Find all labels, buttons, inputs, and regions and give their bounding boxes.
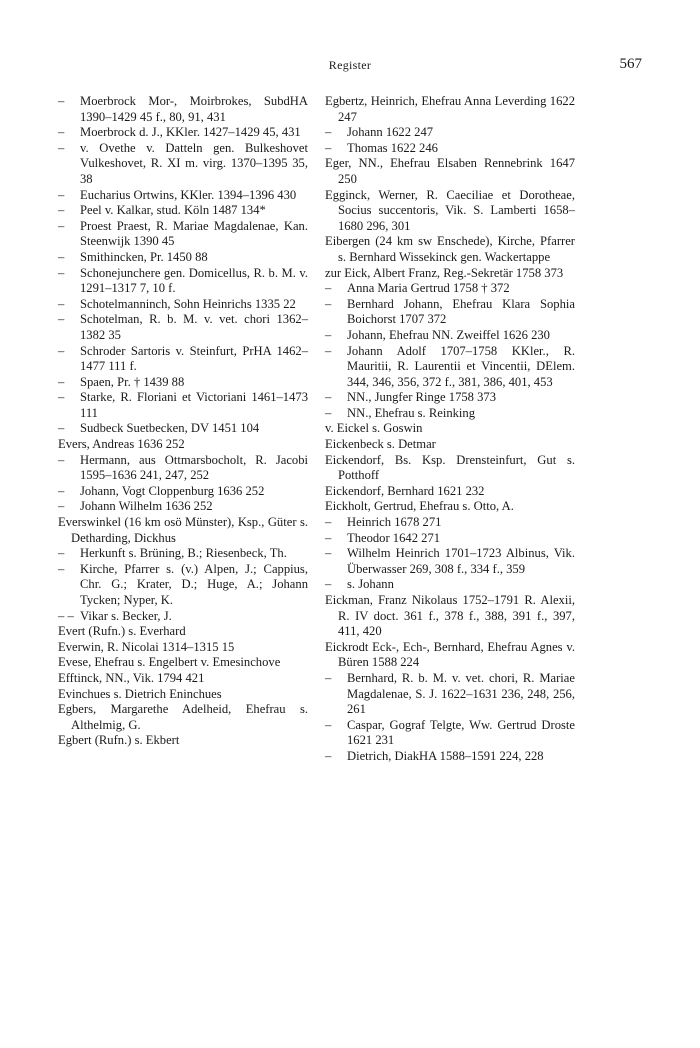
entry-dash: –	[58, 249, 65, 264]
entry-dash: –	[58, 218, 65, 233]
entry-dash: –	[325, 140, 332, 155]
register-entry	[58, 94, 308, 125]
entry-text: Johann, Vogt Cloppenburg 1636 252	[80, 483, 265, 498]
entry-dash: –	[58, 94, 65, 108]
register-entry	[58, 297, 308, 313]
register-entry	[58, 437, 308, 453]
entry-dash: –	[58, 374, 65, 389]
entry-dash: –	[58, 561, 65, 576]
entry-text: Egginck, Werner, R. Caeciliae et Dorotheae, Socius succentoris, Vik. S. Lamberti 1658–1680 296, 301	[325, 187, 575, 233]
register-entry	[58, 188, 308, 204]
register-entry	[325, 406, 575, 422]
header-title: Register	[328, 58, 372, 72]
entry-dash: –	[58, 390, 65, 405]
register-entry	[325, 718, 575, 749]
entry-text: Schonejunchere gen. Domicellus, R. b. M. v. 1291–1317 7, 10 f.	[80, 265, 308, 296]
entry-text: Schroder Sartoris v. Steinfurt, PrHA 1462–1477 111 f.	[80, 343, 308, 374]
register-entry	[325, 484, 575, 500]
register-entry	[325, 577, 575, 593]
entry-text: v. Ovethe v. Datteln gen. Bulkeshovet Vulkeshovet, R. XI m. virg. 1370–1395 35, 38	[80, 140, 308, 186]
entry-text: Theodor 1642 271	[347, 530, 441, 545]
entry-dash: –	[325, 515, 332, 530]
entry-dash: –	[325, 670, 332, 685]
entry-text: NN., Ehefrau s. Reinking	[347, 405, 476, 420]
entry-text: Johann, Ehefrau NN. Zweiffel 1626 230	[347, 327, 550, 342]
register-column-left	[58, 94, 308, 749]
register-entry	[325, 499, 575, 515]
entry-text: Schotelmanninch, Sohn Heinrichs 1335 22	[80, 296, 296, 311]
entry-text: Eickrodt Eck-, Ech-, Bernhard, Ehefrau Agnes v. Büren 1588 224	[325, 639, 575, 670]
entry-text: Vikar s. Becker, J.	[80, 608, 172, 623]
register-entry	[58, 562, 308, 609]
entry-text: Evers, Andreas 1636 252	[58, 437, 185, 452]
register-entry	[325, 546, 575, 577]
entry-text: Evese, Ehefrau s. Engelbert v. Emesinchove	[58, 655, 281, 670]
entry-text: Hermann, aus Ottmarsbocholt, R. Jacobi 1595–1636 241, 247, 252	[80, 452, 308, 483]
entry-dash: –	[58, 140, 65, 155]
entry-dash: –	[58, 421, 65, 436]
register-entry	[58, 125, 308, 141]
entry-text: Eger, NN., Ehefrau Elsaben Rennebrink 1647 250	[325, 156, 575, 186]
register-entry	[58, 687, 308, 703]
register-entry	[58, 499, 308, 515]
register-entry	[325, 515, 575, 531]
entry-dash: –	[58, 125, 65, 140]
entry-text: Peel v. Kalkar, stud. Köln 1487 134*	[80, 203, 266, 218]
running-header	[58, 58, 642, 78]
entry-text: Evinchues s. Dietrich Eninchues	[58, 686, 222, 701]
register-entry	[325, 344, 575, 391]
entry-dash: –	[325, 327, 332, 342]
register-entry	[58, 141, 308, 188]
register-entry	[58, 655, 308, 671]
register-entry	[325, 531, 575, 547]
register-entry	[325, 593, 575, 640]
entry-text: Smithincken, Pr. 1450 88	[80, 249, 208, 264]
entry-dash: –	[325, 717, 332, 732]
register-entry	[325, 141, 575, 157]
register-entry	[325, 453, 575, 484]
register-entry	[325, 125, 575, 141]
entry-dash: –	[58, 312, 65, 327]
register-entry	[58, 375, 308, 391]
entry-text: Johann 1622 247	[347, 125, 434, 140]
entry-text: Eibergen (24 km sw Enschede), Kirche, Pfarrer s. Bernhard Wissekinck gen. Wackertappe	[325, 234, 575, 264]
entry-text: Bernhard Johann, Ehefrau Klara Sophia Boichorst 1707 372	[347, 296, 575, 327]
entry-dash: –	[325, 390, 332, 405]
register-entry	[325, 94, 575, 125]
register-entry	[325, 390, 575, 406]
register-entry	[325, 234, 575, 265]
entry-text: Bernhard, R. b. M. v. vet. chori, R. Mariae Magdalenae, S. J. 1622–1631 236, 248, 256, 261	[347, 670, 575, 717]
register-entry	[58, 640, 308, 656]
entry-dash: –	[58, 546, 65, 561]
entry-text: s. Johann	[347, 577, 394, 592]
register-entry	[58, 546, 308, 562]
entry-dash: –	[325, 405, 332, 420]
register-entry	[325, 328, 575, 344]
entry-dash: –	[325, 296, 332, 311]
entry-dash: –	[325, 546, 332, 561]
register-entry	[325, 156, 575, 187]
entry-text: Eucharius Ortwins, KKler. 1394–1396 430	[80, 187, 297, 202]
entry-text: Egbers, Margarethe Adelheid, Ehefrau s. Althelmig, G.	[58, 702, 308, 732]
register-entry	[58, 702, 308, 733]
entry-dash: – –	[58, 608, 74, 623]
entry-dash: –	[325, 577, 332, 592]
entry-text: Eickendorf, Bernhard 1621 232	[325, 483, 485, 498]
entry-text: Starke, R. Floriani et Victoriani 1461–1473 111	[80, 390, 308, 420]
entry-dash: –	[325, 343, 332, 358]
entry-dash: –	[58, 483, 65, 498]
register-entry	[325, 640, 575, 671]
register-entry	[58, 266, 308, 297]
entry-text: NN., Jungfer Ringe 1758 373	[347, 390, 497, 405]
register-entry	[58, 624, 308, 640]
entry-dash: –	[58, 343, 65, 358]
entry-dash: –	[58, 265, 65, 280]
entry-text: v. Eickel s. Goswin	[325, 421, 423, 436]
entry-dash: –	[325, 530, 332, 545]
register-entry	[58, 453, 308, 484]
entry-text: Everwin, R. Nicolai 1314–1315 15	[58, 639, 235, 654]
entry-text: Sudbeck Suetbecken, DV 1451 104	[80, 421, 260, 436]
register-entry	[58, 390, 308, 421]
entry-text: Moerbrock Mor-, Moirbrokes, SubdHA 1390–1429 45 f., 80, 91, 431	[80, 94, 308, 124]
entry-text: Efftinck, NN., Vik. 1794 421	[58, 670, 205, 685]
entry-text: Evert (Rufn.) s. Everhard	[58, 624, 186, 639]
register-entry	[58, 219, 308, 250]
entry-text: Everswinkel (16 km osö Münster), Ksp., Güter s. Detharding, Dickhus	[58, 515, 308, 545]
register-entry	[325, 281, 575, 297]
register-entry	[325, 671, 575, 718]
entry-text: Heinrich 1678 271	[347, 515, 442, 530]
entry-text: Johann Wilhelm 1636 252	[80, 499, 213, 514]
entry-text: Moerbrock d. J., KKler. 1427–1429 45, 431	[80, 125, 301, 140]
entry-text: Thomas 1622 246	[347, 140, 438, 155]
register-entry	[58, 671, 308, 687]
entry-dash: –	[58, 203, 65, 218]
register-entry	[325, 437, 575, 453]
register-entry	[58, 733, 308, 749]
entry-dash: –	[58, 187, 65, 202]
register-entry	[325, 749, 575, 765]
entry-text: Proest Praest, R. Mariae Magdalenae, Kan. Steenwijk 1390 45	[80, 218, 308, 249]
entry-text: Eickendorf, Bs. Ksp. Drensteinfurt, Gut s. Potthoff	[325, 452, 575, 483]
entry-dash: –	[325, 748, 332, 763]
page-number: 567	[619, 56, 642, 72]
entry-text: Caspar, Gograf Telgte, Ww. Gertrud Droste 1621 231	[347, 717, 575, 748]
entry-dash: –	[325, 125, 332, 140]
entry-dash: –	[325, 281, 332, 296]
register-entry	[58, 515, 308, 546]
entry-text: Kirche, Pfarrer s. (v.) Alpen, J.; Cappius, Chr. G.; Krater, D.; Huge, A.; Johann Tycken; Nyper, K.	[80, 561, 308, 607]
register-entry	[58, 609, 308, 625]
entry-text: Spaen, Pr. † 1439 88	[80, 374, 185, 389]
register-entry	[58, 344, 308, 375]
entry-text: Eickenbeck s. Detmar	[325, 437, 436, 452]
register-entry	[325, 297, 575, 328]
register-entry	[58, 312, 308, 343]
entry-dash: –	[58, 452, 65, 467]
entry-text: zur Eick, Albert Franz, Reg.-Sekretär 1758 373	[325, 265, 564, 280]
entry-text: Herkunft s. Brüning, B.; Riesenbeck, Th.	[80, 546, 287, 561]
register-entry	[58, 203, 308, 219]
register-entry	[325, 266, 575, 282]
entry-text: Anna Maria Gertrud 1758 † 372	[347, 281, 510, 296]
entry-text: Johann Adolf 1707–1758 KKler., R. Mauritii, R. Laurentii et Vincentii, DElem. 344, 346, 356, 372 f., 381, 386, 401, 453	[347, 343, 575, 389]
entry-dash: –	[58, 499, 65, 514]
register-entry	[325, 188, 575, 235]
entry-text: Eickman, Franz Nikolaus 1752–1791 R. Alexii, R. IV doct. 361 f., 378 f., 388, 391 f., 397, 411, 420	[325, 593, 575, 639]
register-entry	[325, 421, 575, 437]
entry-dash: –	[58, 296, 65, 311]
register-entry	[58, 250, 308, 266]
register-entry	[58, 484, 308, 500]
register-entry	[58, 421, 308, 437]
entry-text: Eickholt, Gertrud, Ehefrau s. Otto, A.	[325, 499, 514, 514]
register-column-right	[325, 94, 575, 765]
entry-text: Schotelman, R. b. M. v. vet. chori 1362–1382 35	[80, 312, 308, 342]
entry-text: Dietrich, DiakHA 1588–1591 224, 228	[347, 748, 544, 763]
entry-text: Wilhelm Heinrich 1701–1723 Albinus, Vik. Überwasser 269, 308 f., 334 f., 359	[347, 546, 575, 576]
entry-text: Egbertz, Heinrich, Ehefrau Anna Leverding 1622 247	[325, 94, 575, 124]
entry-text: Egbert (Rufn.) s. Ekbert	[58, 733, 180, 748]
